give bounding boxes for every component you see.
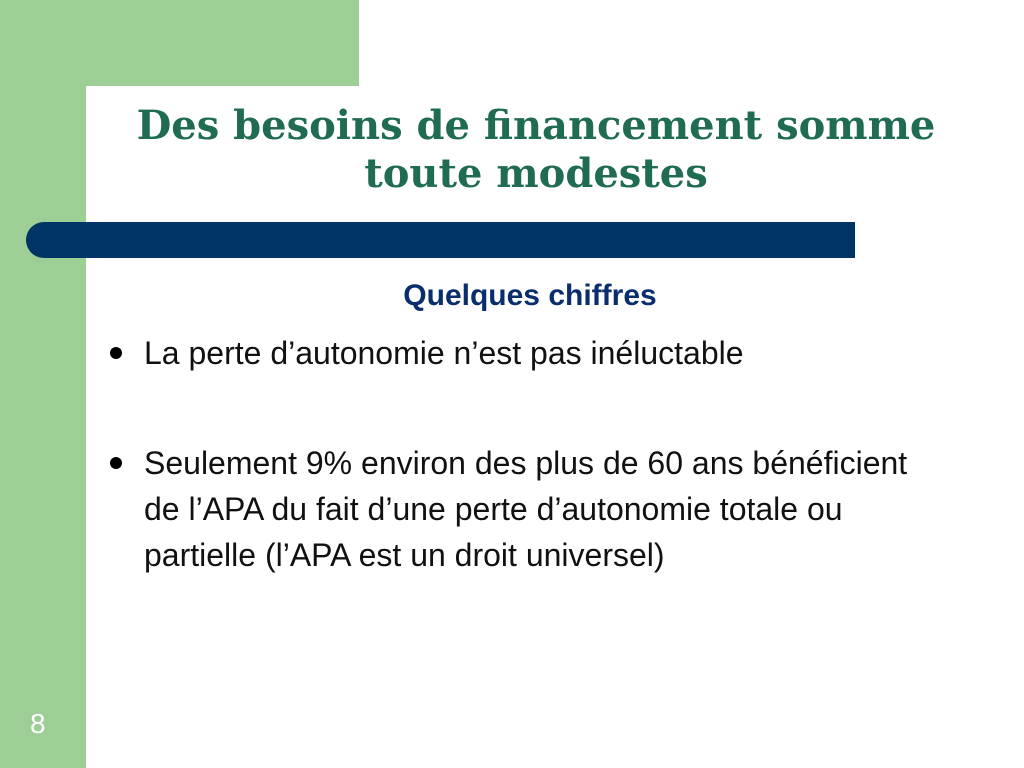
green-sidebar (0, 0, 86, 768)
bullet-icon (110, 347, 122, 359)
page-number: 8 (30, 708, 46, 739)
section-subheading: Quelques chiffres (403, 279, 657, 312)
slide-title (86, 102, 986, 198)
green-top-band (0, 0, 359, 86)
bullet-item (100, 440, 940, 578)
bullet-text: Seulement 9% environ des plus de 60 ans bénéficient de l’APA du fait d’une perte d’autonomie totale ou partielle (l’APA est un droit universel) (144, 445, 908, 573)
bullet-list (100, 330, 940, 642)
bullet-icon (110, 457, 122, 469)
bullet-text: La perte d’autonomie n’est pas inéluctable (144, 335, 744, 371)
title-divider-bar (26, 222, 855, 258)
slide-title-line-1: Des besoins de financement somme (136, 102, 936, 149)
bullet-item (100, 330, 940, 376)
slide-title-line-2: toute modestes (364, 150, 708, 197)
